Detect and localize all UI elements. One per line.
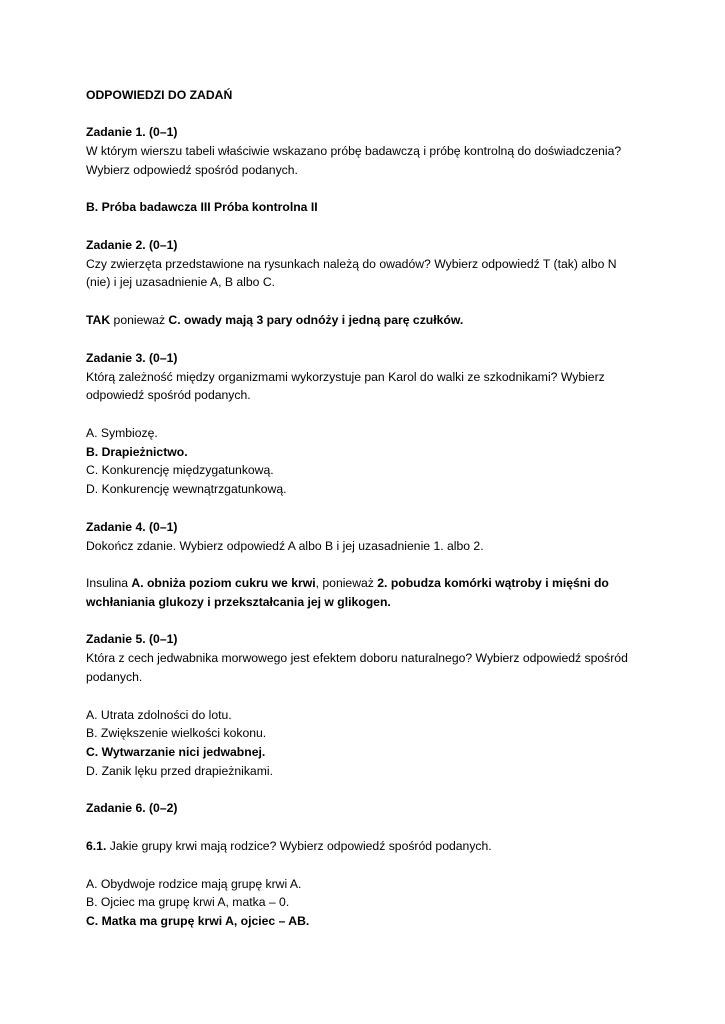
task-6-1-question: 6.1. Jakie grupy krwi mają rodzice? Wybierz odpowiedź spośród podanych. [86,839,492,853]
task-3-option-b-correct: B. Drapieżnictwo. [86,445,188,459]
task-6-option-c-correct: C. Matka ma grupę krwi A, ojciec – AB. [86,914,310,928]
task-3-option-d: D. Konkurencję wewnątrzgatunkową. [86,482,287,496]
document-title: ODPOWIEDZI DO ZADAŃ [86,88,233,102]
task-4-question: Dokończ zdanie. Wybierz odpowiedź A albo B i jej uzasadnienie 1. albo 2. [86,539,484,553]
task-6-heading: Zadanie 6. (0–2) [86,801,178,815]
task-5-question-line-1: Która z cech jedwabnika morwowego jest efektem doboru naturalnego? Wybierz odpowiedź spośród [86,651,628,665]
task-4-answer-line-2: wchłaniania glukozy i przekształcania jej w glikogen. [86,595,391,609]
task-1-answer: B. Próba badawcza III Próba kontrolna II [86,200,318,214]
task-3-option-c: C. Konkurencję międzygatunkową. [86,463,274,477]
task-2-question-line-1: Czy zwierzęta przedstawione na rysunkach należą do owadów? Wybierz odpowiedź T (tak) albo N [86,257,617,271]
answer-connector: ponieważ [110,313,169,327]
task-2-answer [86,311,463,329]
task-5-option-d: D. Zanik lęku przed drapieżnikami. [86,764,273,778]
task-5-heading: Zadanie 5. (0–1) [86,632,178,646]
task-4-heading: Zadanie 4. (0–1) [86,520,178,534]
task-5-question-line-2: podanych. [86,670,143,684]
task-2-heading: Zadanie 2. (0–1) [86,238,178,252]
task-5-option-c-correct: C. Wytwarzanie nici jedwabnej. [86,745,266,759]
task-4-answer-line-1: Insulina A. obniża poziom cukru we krwi, ponieważ 2. pobudza komórki wątroby i mięśni do [86,576,609,590]
task-1-question-line-2: Wybierz odpowiedź spośród podanych. [86,163,298,177]
task-1-heading: Zadanie 1. (0–1) [86,125,178,139]
answer-tak: TAK [86,313,111,327]
task-3-option-a: A. Symbiozę. [86,426,158,440]
task-3-question-line-1: Którą zależność między organizmami wykorzystuje pan Karol do walki ze szkodnikami? Wybierz [86,370,605,384]
task-5-option-a: A. Utrata zdolności do lotu. [86,708,232,722]
task-6-option-b: B. Ojciec ma grupę krwi A, matka – 0. [86,895,290,909]
answer-reason: C. owady mają 3 pary odnóży i jedną parę czułków. [168,313,464,327]
task-5-option-b: B. Zwiększenie wielkości kokonu. [86,726,267,740]
task-3-heading: Zadanie 3. (0–1) [86,351,178,365]
task-3-question-line-2: odpowiedź spośród podanych. [86,388,251,402]
task-2-question-line-2: (nie) i jej uzasadnienie A, B albo C. [86,275,276,289]
task-1-question-line-1: W którym wierszu tabeli właściwie wskazano próbę badawczą i próbę kontrolną do doświadczenia? [86,144,622,158]
task-6-option-a: A. Obydwoje rodzice mają grupę krwi A. [86,877,302,891]
